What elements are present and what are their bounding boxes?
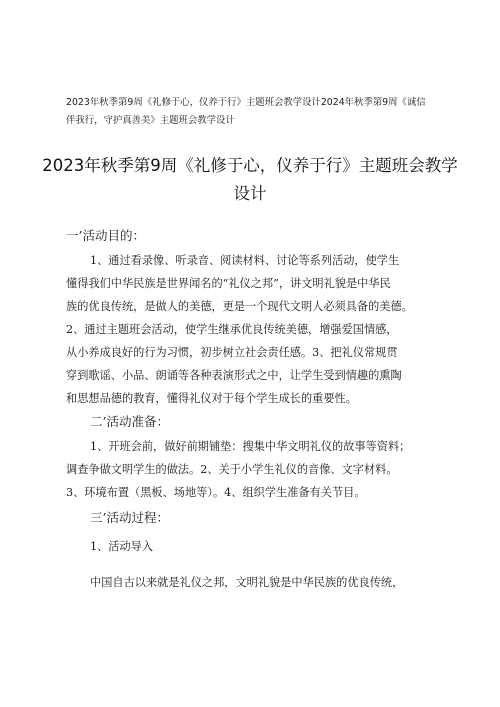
header-line-2: 伴我行，守护真善美》主题班会教学设计 [66,115,235,126]
goals-line-4: 2、通过主题班会活动，使学生继承优良传统美德，增强爱国情感， [66,323,398,336]
process-line-1: 中国自古以来就是礼仪之邦，文明礼貌是中华民族的优良传统， [90,576,404,589]
goals-line-3: 族的优良传统，是做人的美德，更是一个现代文明人必须具备的美德。 [66,300,413,313]
goals-line-2: 懂得我们中华民族是世界闻名的“礼仪之邦”，讲文明礼貌是中华民 [66,277,391,290]
goals-heading: 一’活动目的： [66,228,145,243]
goals-line-6: 穿到歌谣、小品、朗诵等各种表演形式之中，让学生受到情趣的熏陶 [66,369,402,382]
prep-line-1: 1、开班会前，做好前期铺垫：搜集中华文明礼仪的故事等资料； [90,440,411,453]
prep-heading: 二’活动准备： [90,414,169,429]
header-line-1: 2023年秋季第9周《礼修于心，仪养于行》主题班会教学设计2024年秋季第9周《诚信 [66,97,426,108]
prep-line-3: 3、环境布置（黑板、场地等）。4、组织学生准备有关节目。 [66,486,366,499]
goals-line-7: 和思想品德的教育，懂得礼仪对于每个学生成长的重要性。 [66,392,357,405]
process-subheading: 1、活动导入 [90,540,154,553]
prep-line-2: 调查争做文明学生的做法。2、关于小学生礼仪的音像、文字材料。 [66,463,398,476]
document-title-line-2: 设计 [233,184,267,203]
document-title-line-1: 2023年秋季第9周《礼修于心，仪养于行》主题班会教学 [42,156,458,175]
process-heading: 三’活动过程： [90,510,169,525]
goals-line-5: 从小养成良好的行为习惯，初步树立社会责任感。3、把礼仪常规贯 [66,346,398,359]
goals-line-1: 1、通过看录像、听录音、阅读材料、讨论等系列活动，使学生 [90,254,400,267]
